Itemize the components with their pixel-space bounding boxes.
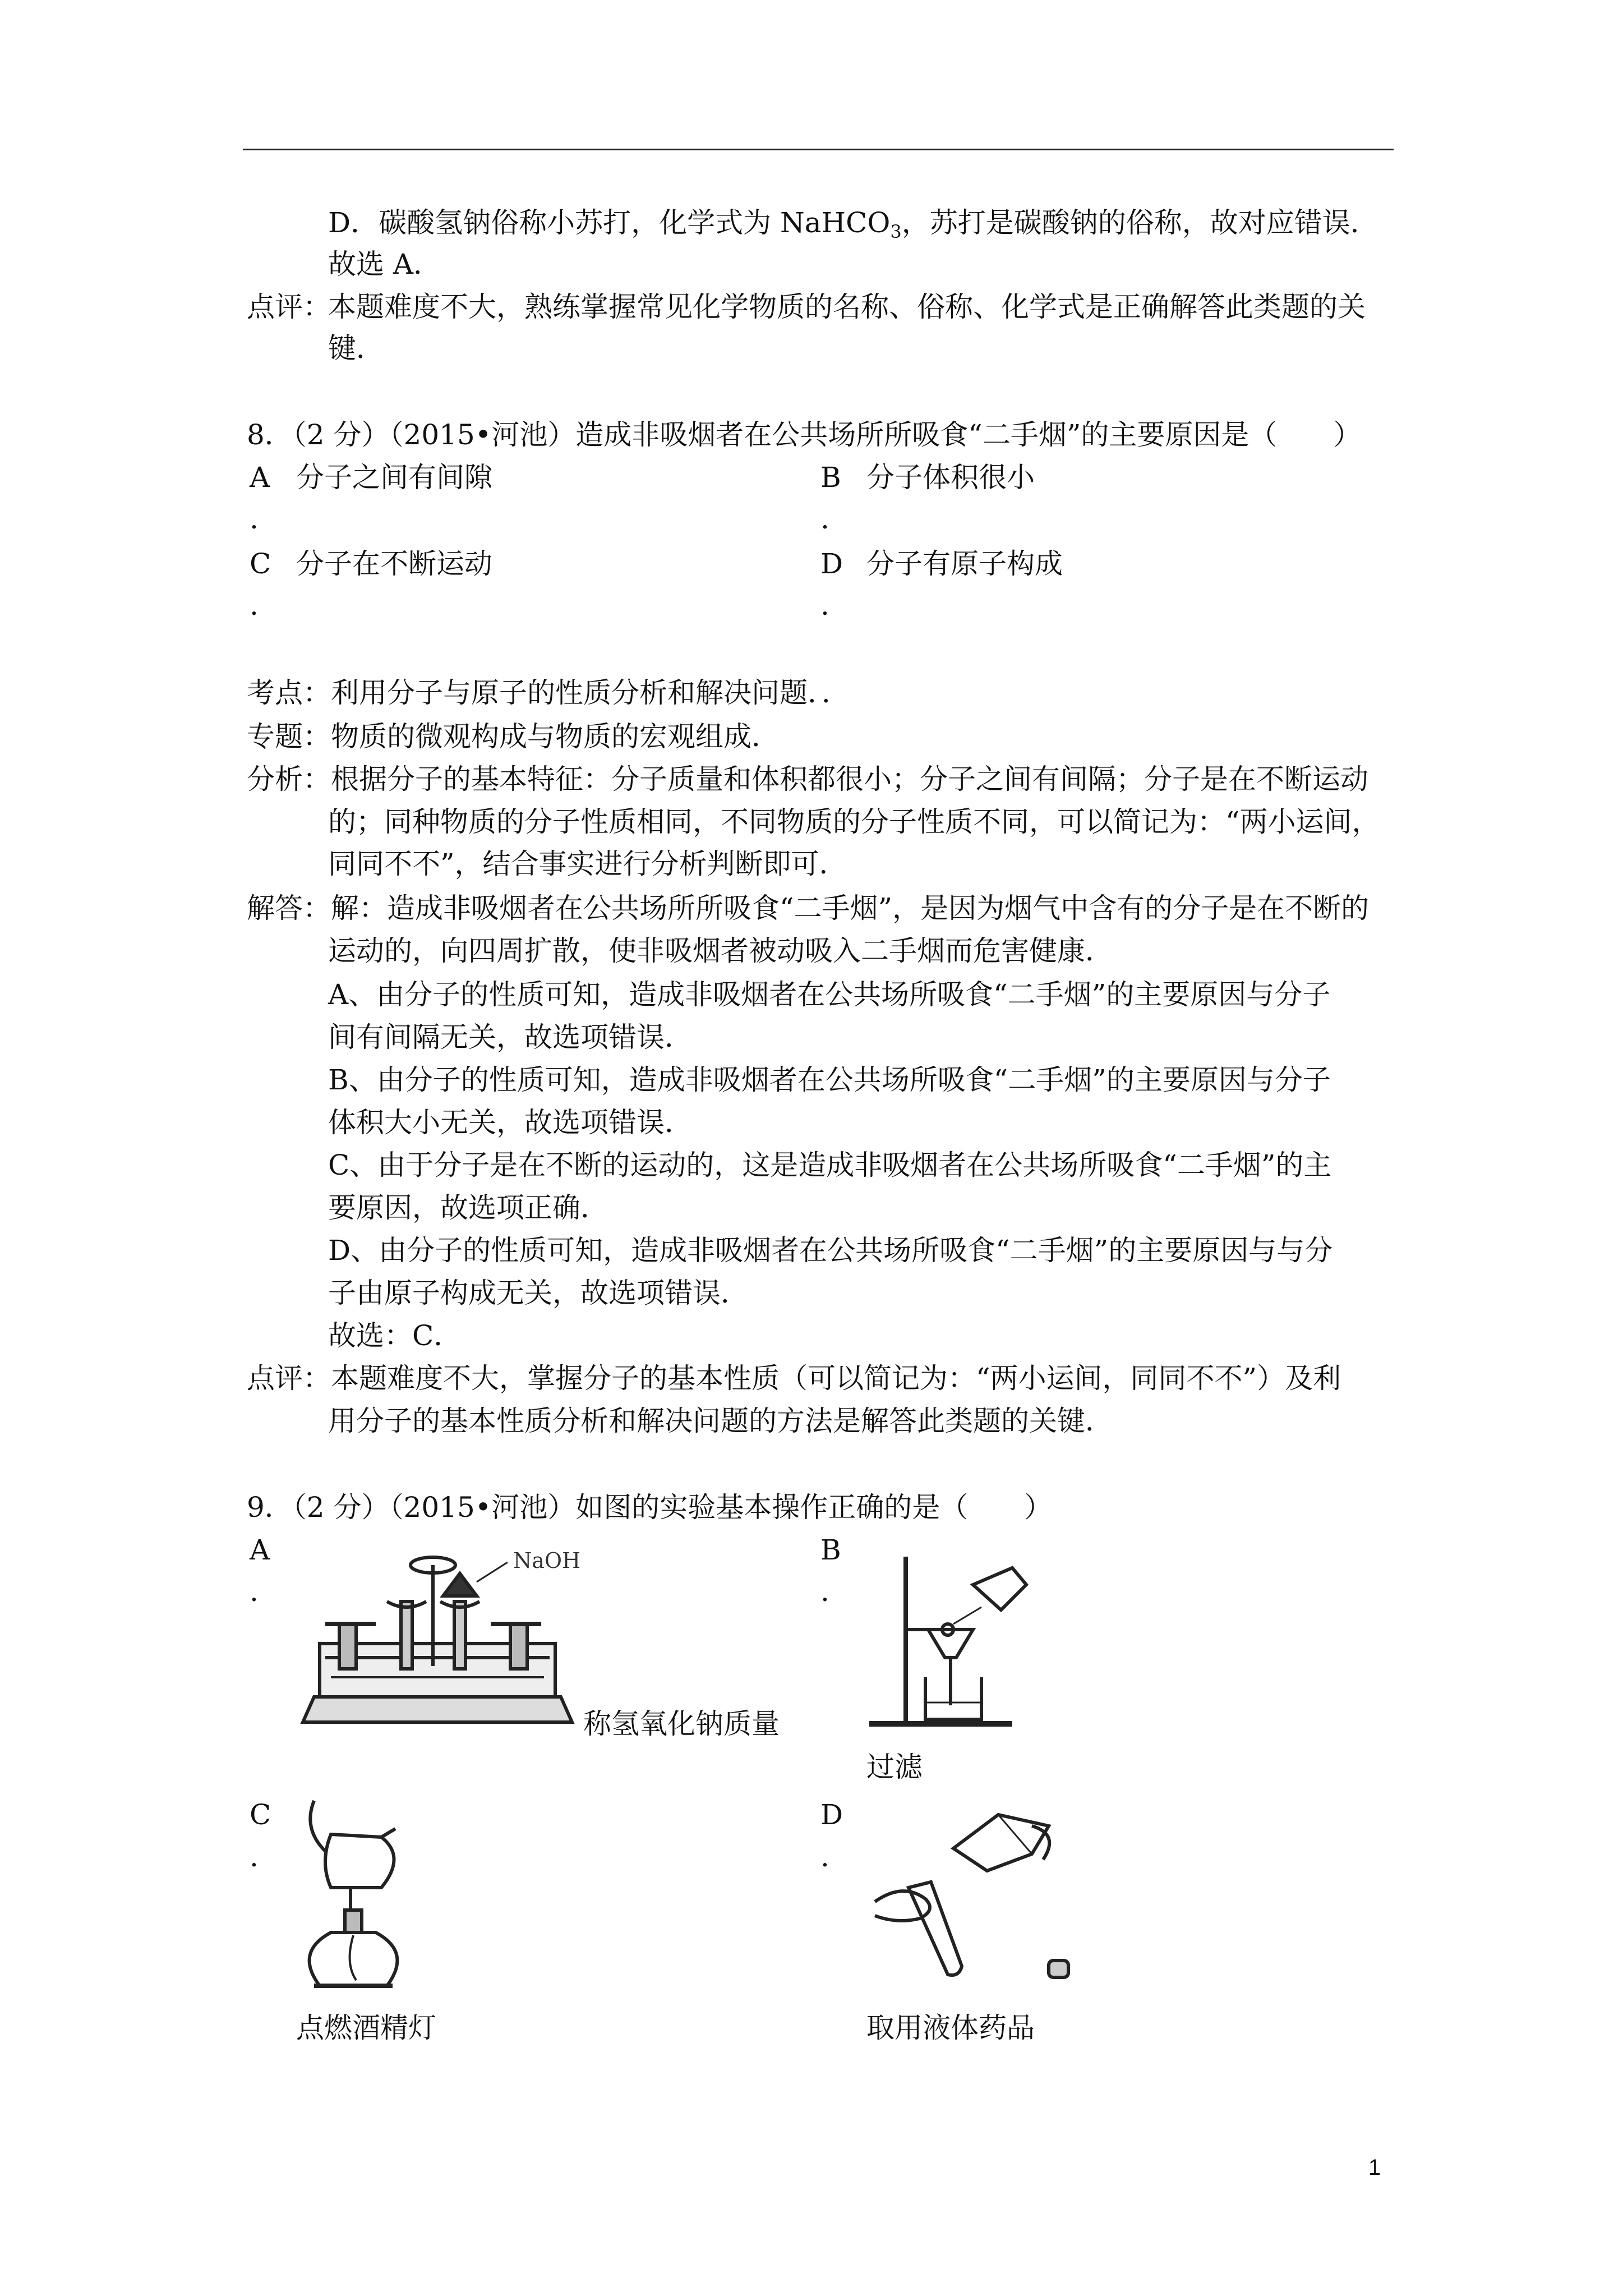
q9-option-d-caption: 取用液体药品 <box>866 2012 1035 2044</box>
q8-option-b-letter: B <box>820 461 841 494</box>
q9-option-d-dot: . <box>820 1841 829 1873</box>
q8-option-a-text: 分子之间有间隙 <box>296 461 492 494</box>
q8-option-a-dot: . <box>250 503 259 535</box>
prev-choose: 故选 A． <box>328 248 442 280</box>
q9-option-c-dot: . <box>250 1841 259 1873</box>
q8-zhuanti: 专题：物质的微观构成与物质的宏观组成． <box>247 720 780 753</box>
q9-option-a-letter: A <box>250 1534 270 1566</box>
filtration-figure <box>864 1545 1049 1731</box>
q8-analysis-b-line2: 体积大小无关，故选项错误． <box>328 1106 693 1139</box>
q8-jieda-line1: 解答：解：造成非吸烟者在公共场所所吸食“二手烟”，是因为烟气中含有的分子是在不断的 <box>247 892 1370 924</box>
q8-option-b-dot: . <box>820 503 829 535</box>
q8-choose: 故选：C． <box>328 1319 462 1352</box>
q9-option-d-letter: D <box>820 1798 843 1831</box>
q8-analysis-d-line1: D、由分子的性质可知，造成非吸烟者在公共场所吸食“二手烟”的主要原因与与分 <box>328 1234 1333 1267</box>
page-number: 1 <box>1368 2155 1381 2180</box>
liquid-transfer-figure <box>864 1803 1088 1989</box>
q8-fenxi-line3: 同同不不”，结合事实进行分析判断即可． <box>328 848 847 880</box>
q8-option-c-text: 分子在不断运动 <box>296 547 492 580</box>
q9-option-b-dot: . <box>820 1575 829 1608</box>
q9-option-a-caption: 称氢氧化钠质量 <box>583 1708 780 1740</box>
q8-analysis-c-line2: 要原因，故选项正确． <box>328 1191 608 1224</box>
q8-dianping-line2: 用分子的基本性质分析和解决问题的方法是解答此类题的关键． <box>328 1405 1113 1437</box>
q8-option-d-letter: D <box>820 547 843 580</box>
q8-fenxi-line1: 分析：根据分子的基本特征：分子质量和体积都很小；分子之间有间隔；分子是在不断运动 <box>247 763 1368 795</box>
q8-analysis-a-line1: A、由分子的性质可知，造成非吸烟者在公共场所吸食“二手烟”的主要原因与分子 <box>328 978 1331 1011</box>
q8-dianping-line1: 点评：本题难度不大，掌握分子的基本性质（可以简记为：“两小运间，同同不不”）及利 <box>247 1362 1341 1395</box>
q8-option-b-text: 分子体积很小 <box>866 461 1035 494</box>
q9-option-c-caption: 点燃酒精灯 <box>296 2012 436 2044</box>
q9-option-c-letter: C <box>250 1798 271 1831</box>
q8-kaodian: 考点：利用分子与原子的性质分析和解决问题．． <box>247 677 850 709</box>
q9-option-b-caption: 过滤 <box>866 1751 923 1783</box>
q8-stem: 8．（2 分）（2015•河池）造成非吸烟者在公共场所所吸食“二手烟”的主要原因是（ ） <box>247 418 1362 451</box>
naoh-label: NaOH <box>513 1548 581 1573</box>
prev-option-d: D．碳酸氢钠俗称小苏打，化学式为 NaHCO$_3$，苏打是碳酸钠的俗称，故对应错误． <box>328 206 1378 242</box>
q8-analysis-d-line2: 子由原子构成无关，故选项错误． <box>328 1277 749 1309</box>
header-rule <box>243 149 1394 150</box>
q8-option-a-letter: A <box>250 461 270 494</box>
q8-option-d-dot: . <box>820 589 829 622</box>
q8-option-c-dot: . <box>250 589 259 622</box>
q8-analysis-a-line2: 间有间隔无关，故选项错误． <box>328 1021 693 1053</box>
q8-fenxi-line2: 的；同种物质的分子性质相同，不同物质的分子性质不同，可以简记为：“两小运间， <box>328 806 1380 838</box>
prev-comment-label: 点评： <box>247 291 331 323</box>
q8-analysis-b-line1: B、由分子的性质可知，造成非吸烟者在公共场所吸食“二手烟”的主要原因与分子 <box>328 1064 1331 1096</box>
q8-jieda-line2: 运动的，向四周扩散，使非吸烟者被动吸入二手烟而危害健康． <box>328 935 1113 967</box>
q8-option-c-letter: C <box>250 547 271 580</box>
q9-option-b-letter: B <box>820 1534 841 1566</box>
alcohol-lamp-figure <box>292 1795 460 1997</box>
q8-analysis-c-line1: C、由于分子是在不断的运动的，这是造成非吸烟者在公共场所吸食“二手烟”的主 <box>328 1149 1332 1181</box>
q9-stem: 9．（2 分）（2015•河池）如图的实验基本操作正确的是（ ） <box>247 1491 1053 1524</box>
balance-scale-figure <box>292 1543 594 1733</box>
q9-option-a-dot: . <box>250 1575 259 1608</box>
prev-comment-line2: 键． <box>328 332 384 365</box>
q8-option-d-text: 分子有原子构成 <box>866 547 1063 580</box>
prev-comment-line1: 本题难度不大，熟练掌握常见化学物质的名称、俗称、化学式是正确解答此类题的关 <box>328 291 1366 323</box>
